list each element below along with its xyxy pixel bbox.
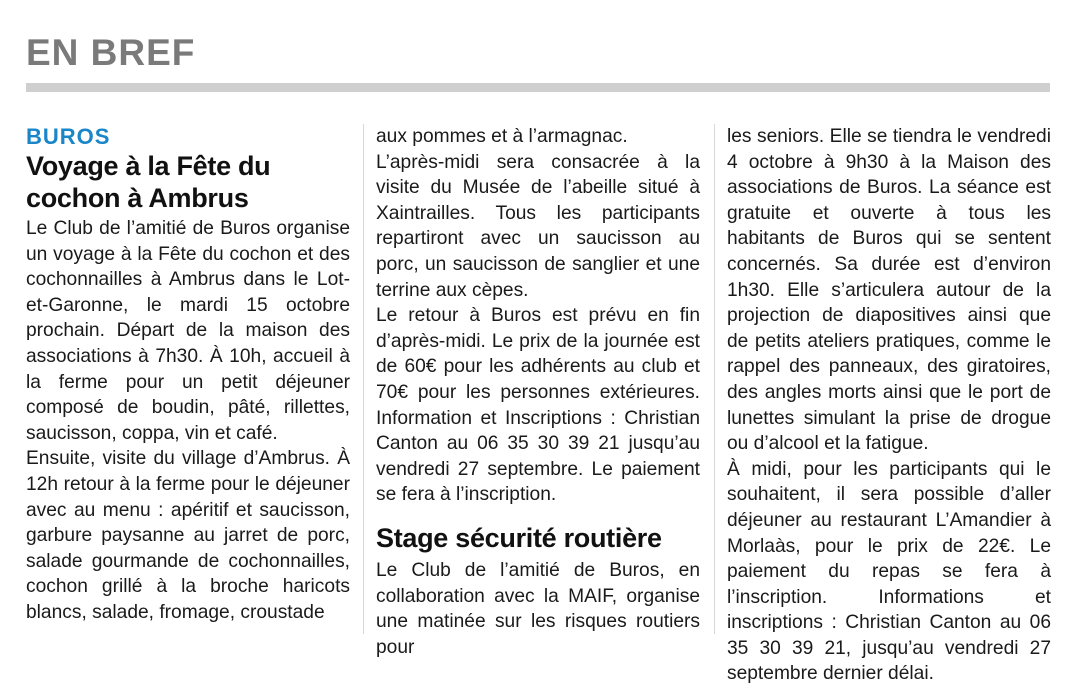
article1-paragraph: Le retour à Buros est prévu en fin d’après-midi. Le prix de la journée est de 60€ pour les adhérents au club et 70€ pour les personnes extérieures. Information et Inscriptions : Christian Canton au 06 35 30 39 21 jusqu’au vendredi 27 septembre. Le paiement se fera à l’inscription. [376, 305, 700, 506]
article1-headline-line2: cochon à Ambrus [26, 183, 249, 213]
article1-headline-line1: Voyage à la Fête du [26, 151, 271, 181]
article2-paragraph: Le Club de l’amitié de Buros, en collaboration avec la MAIF, organise une matinée sur les risques routiers pour [376, 559, 700, 658]
section-rule [26, 83, 1050, 92]
article1-headline [26, 150, 350, 214]
article1-paragraph: aux pommes et à l’armagnac. [376, 126, 628, 147]
column-1 [26, 124, 350, 626]
town-label: BUROS [26, 124, 111, 149]
article2-paragraph: À midi, pour les participants qui le souhaitent, il sera possible d’aller déjeuner au restaurant L’Amandier à Morlaàs, pour le prix de 22€. Le paiement du repas se fera à l’inscription. Informations et inscriptions : Christian Canton au 06 35 30 39 21, jusqu’au vendredi 27 septembre dernier délai. [727, 458, 1051, 685]
article1-paragraph: L’après-midi sera consacrée à la visite du Musée de l’abeille situé à Xaintrailles. Tous les participants repartiront avec un saucisson au porc, un saucisson de sanglier et une terrine aux cèpes. [376, 151, 700, 301]
column-3 [727, 124, 1051, 687]
column-divider [363, 124, 364, 634]
column-2 [376, 124, 700, 660]
article2-headline: Stage sécurité routière [376, 522, 662, 553]
section-title: EN BREF [26, 32, 196, 73]
article2-paragraph: les seniors. Elle se tiendra le vendredi 4 octobre à 9h30 à la Maison des associations de Buros. La séance est gratuite et ouverte à tous les habitants de Buros qui se sentent concernés. Sa durée est d’environ 1h30. Elle s’articulera autour de la projection de diapositives ainsi que de petits ateliers pratiques, comme le rappel des panneaux, des giratoires, des angles morts ainsi que le port de lunettes simulant la prise de drogue ou d’alcool et la fatigue. [727, 126, 1051, 455]
article1-paragraph: Le Club de l’amitié de Buros organise un voyage à la Fête du cochon et des cochonnailles à Ambrus dans le Lot-et-Garonne, le mardi 15 octobre prochain. Départ de la maison des associations à 7h30. À 10h, accueil à la ferme pour un petit déjeuner composé de boudin, pâté, rillettes, saucisson, coppa, vin et café. [26, 218, 350, 444]
column-divider [714, 124, 715, 634]
article1-paragraph: Ensuite, visite du village d’Ambrus. À 12h retour à la ferme pour le déjeuner avec au menu : apéritif et saucisson, garbure paysanne au jarret de porc, salade gourmande de cochonnailles, cochon grillé à la broche haricots blancs, salade, fromage, croustade [26, 448, 350, 623]
